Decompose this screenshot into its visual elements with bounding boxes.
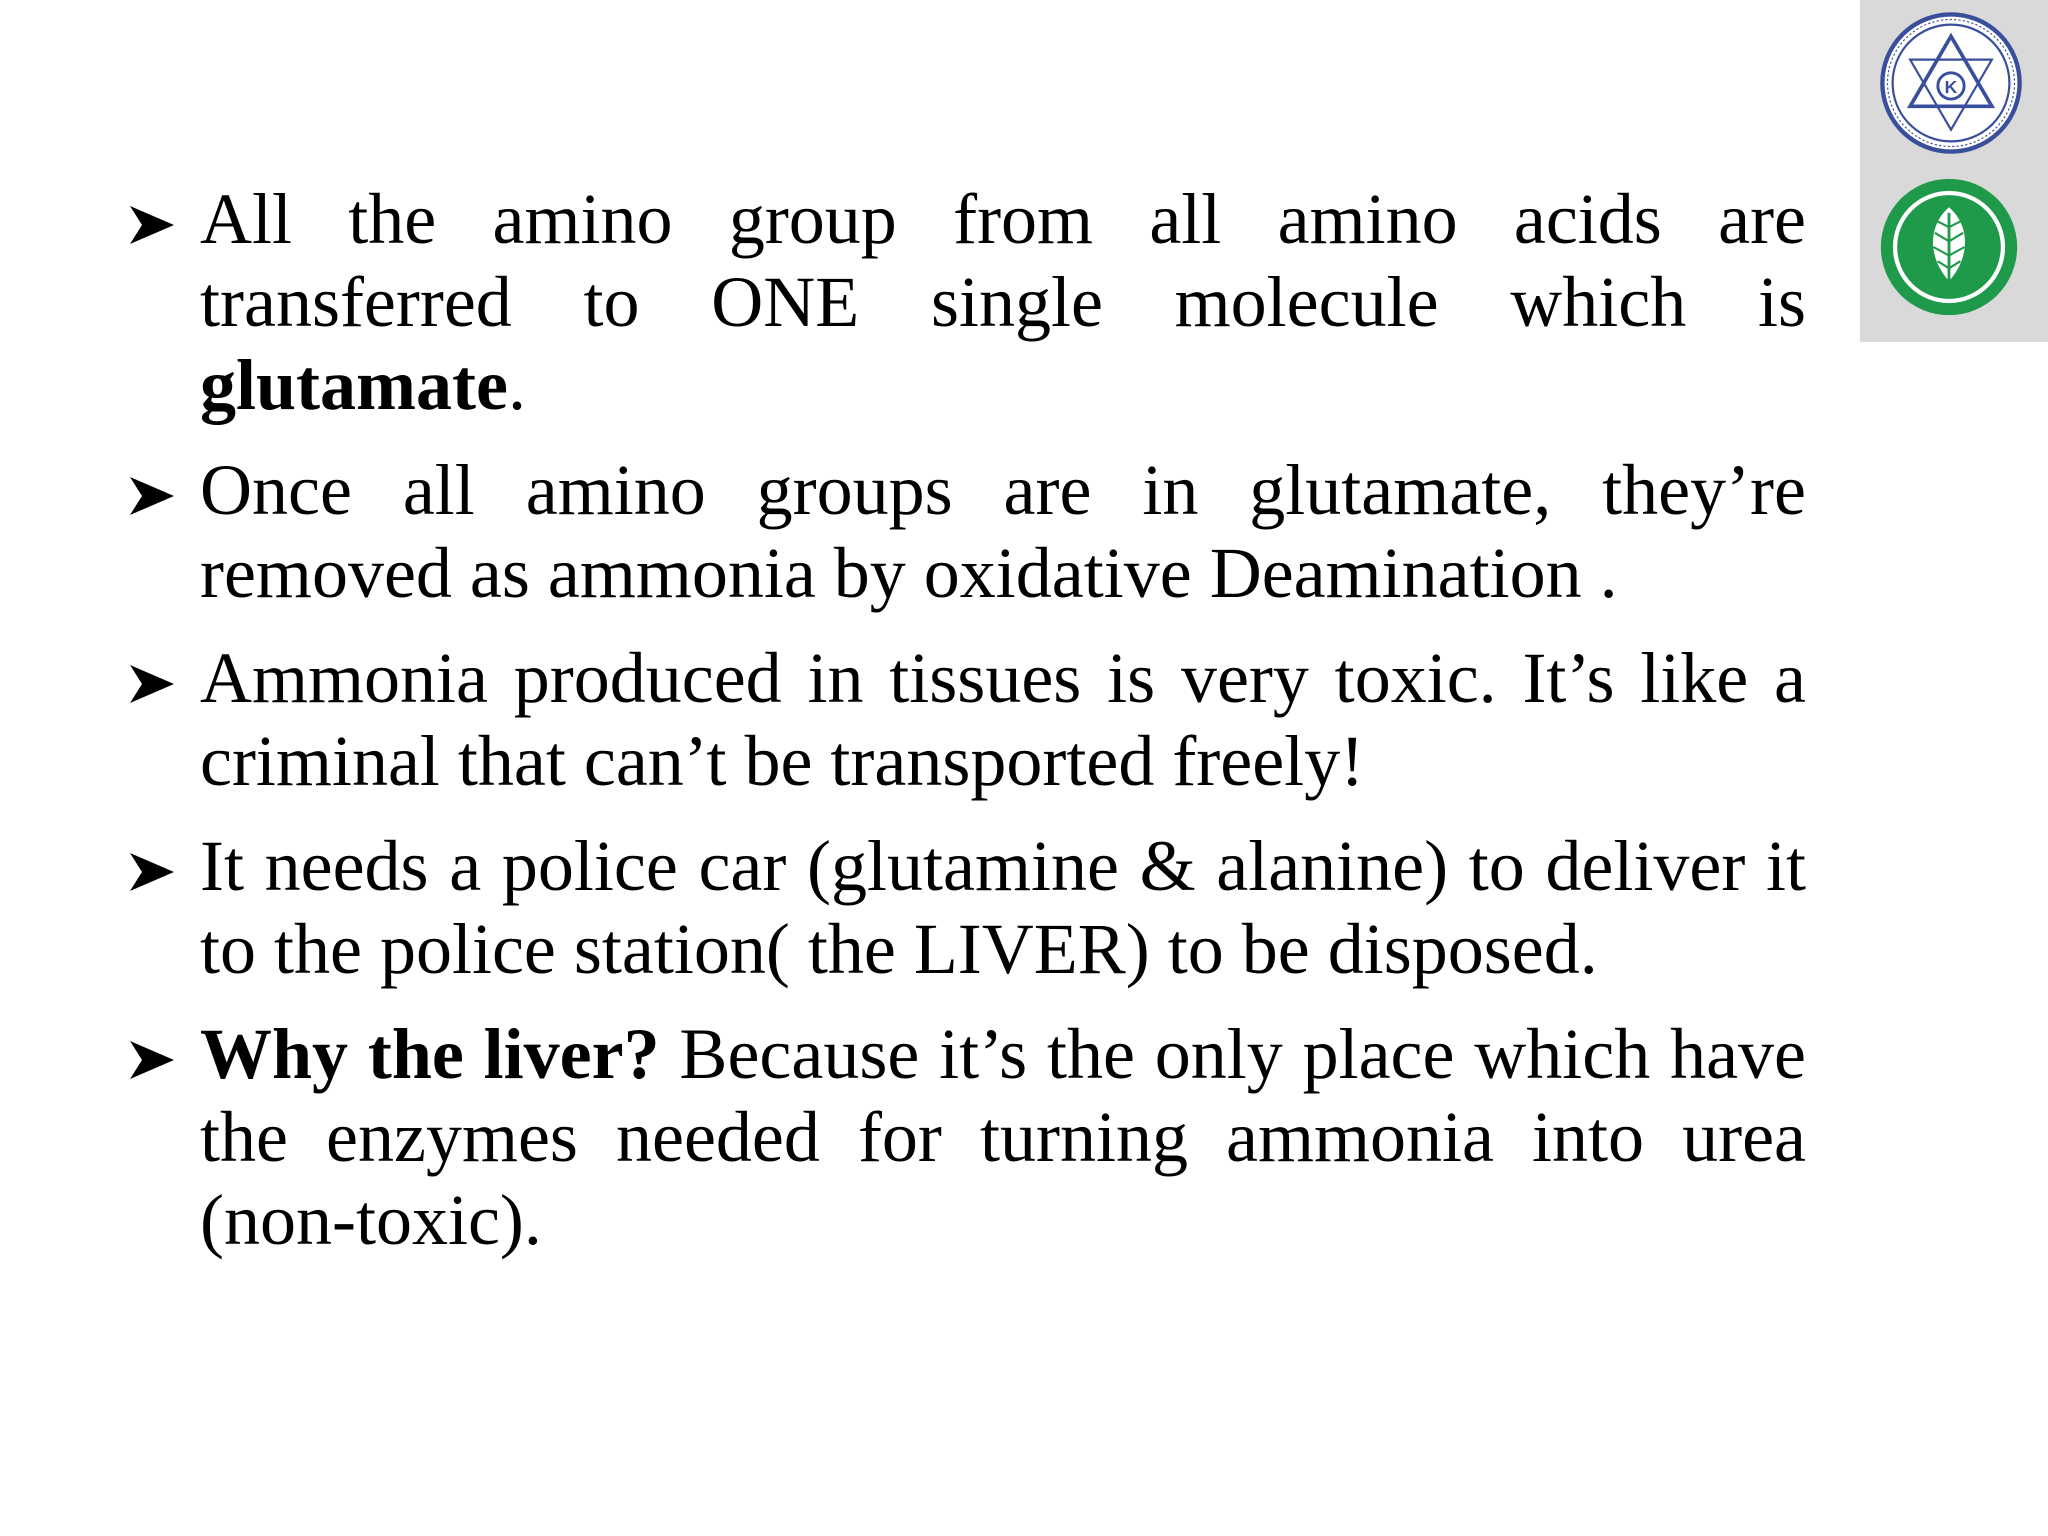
bullet-text: Once all amino groups are in glutamate, they’re removed as ammonia by oxidative Deamination . (200, 450, 1806, 613)
seal-letter: K (1944, 77, 1958, 98)
bullet-text: Ammonia produced in tissues is very toxic. It’s like a criminal that can’t be transported freely! (200, 638, 1806, 801)
bullet-text-bold: glutamate (200, 345, 508, 425)
arrowhead-bullet-icon (128, 1039, 176, 1081)
bullet-item-police-car (124, 825, 1806, 991)
bullet-item-ammonia-toxic (124, 637, 1806, 803)
university-seal-icon (1878, 10, 2024, 156)
bullet-text: Because it’s the only place which have the enzymes needed for turning ammonia into urea (non-toxic). (200, 1014, 1806, 1260)
arrowhead-bullet-icon (128, 204, 176, 246)
bullet-item-why-liver (124, 1013, 1806, 1262)
arrowhead-bullet-icon (128, 475, 176, 517)
arrowhead-bullet-icon (128, 851, 176, 893)
bullet-list (124, 178, 1806, 1284)
leaf-logo-icon (1878, 176, 2020, 318)
bullet-text-bold: Why the liver? (200, 1014, 660, 1094)
bullet-text: . (507, 345, 526, 425)
bullet-item-deamination (124, 449, 1806, 615)
logo-strip (1860, 0, 2048, 342)
bullet-text: It needs a police car (glutamine & alanine) to deliver it to the police station( the LIVER) to be disposed. (200, 826, 1806, 989)
arrowhead-bullet-icon (128, 663, 176, 705)
bullet-text: All the amino group from all amino acids are transferred to ONE single molecule which is (200, 179, 1806, 342)
bullet-item-amino-transfer (124, 178, 1806, 427)
